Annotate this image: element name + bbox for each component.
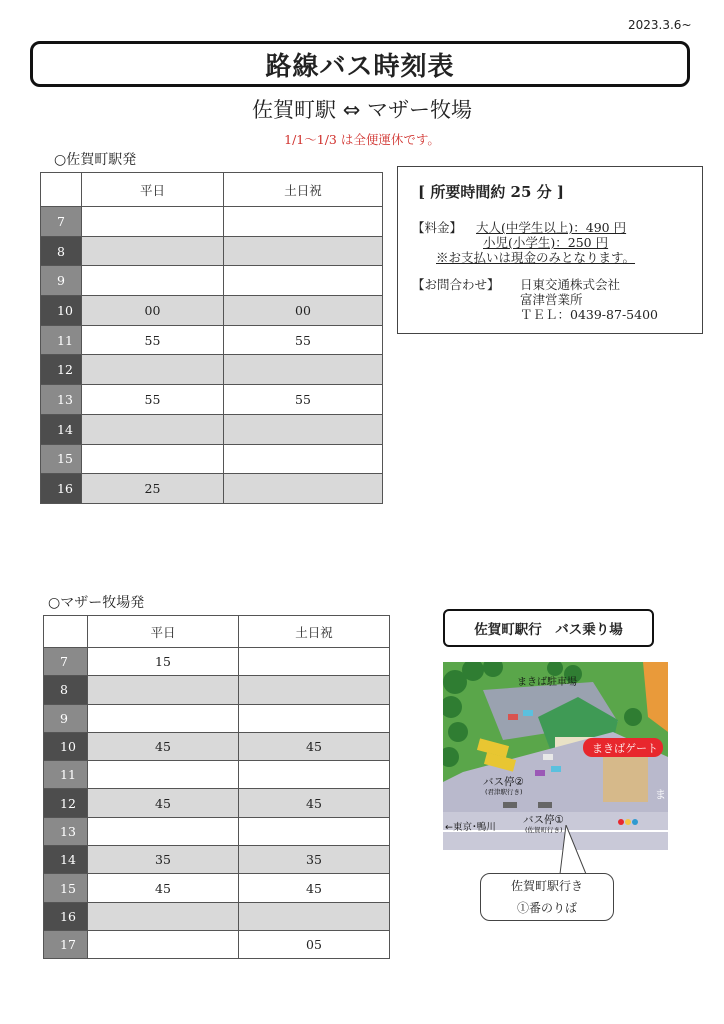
fare-child: 小児(小学生)：250 円 — [483, 235, 609, 250]
holiday-cell: 45 — [239, 732, 390, 760]
bus-stop-1-label: バス停① — [523, 814, 564, 826]
hour-cell: 15 — [41, 444, 82, 474]
weekday-cell: 55 — [82, 385, 224, 415]
hour-header — [41, 173, 82, 207]
hour-cell: 9 — [41, 266, 82, 296]
route-name: 佐賀町駅 ⇔ マザー牧場 — [252, 98, 472, 122]
gate-label: まきばゲート — [592, 742, 658, 755]
hour-cell: 14 — [44, 846, 88, 874]
road-direction-label: ←東京･鴨川 — [445, 822, 496, 833]
boarding-callout — [480, 873, 614, 921]
holiday-cell — [224, 236, 383, 266]
callout-line1: 佐賀町駅行き — [510, 879, 583, 893]
weekday-cell — [82, 236, 224, 266]
table-row — [41, 385, 383, 415]
contact-office: 富津営業所 — [520, 292, 583, 307]
weekday-cell: 45 — [88, 874, 239, 902]
holiday-cell — [239, 761, 390, 789]
holiday-cell — [239, 676, 390, 704]
weekday-cell — [88, 761, 239, 789]
weekday-cell — [82, 355, 224, 385]
weekday-cell: 25 — [82, 474, 224, 504]
hour-cell: 7 — [41, 207, 82, 237]
holiday-cell — [224, 474, 383, 504]
timetable-sagamachi — [40, 172, 383, 504]
weekday-cell — [88, 930, 239, 958]
title-box — [30, 41, 690, 87]
hour-cell: 11 — [44, 761, 88, 789]
table-row — [41, 474, 383, 504]
hour-header — [44, 616, 88, 648]
info-box — [397, 166, 703, 334]
holiday-cell: 55 — [224, 325, 383, 355]
hour-cell: 7 — [44, 648, 88, 676]
weekday-cell: 45 — [88, 732, 239, 760]
weekday-cell: 45 — [88, 789, 239, 817]
weekday-cell — [88, 676, 239, 704]
fare-adult: 大人(中学生以上)：490 円 — [476, 220, 627, 235]
table-row — [41, 444, 383, 474]
hour-cell: 13 — [41, 385, 82, 415]
weekday-header: 平日 — [82, 173, 224, 207]
table-row — [41, 236, 383, 266]
table-row — [41, 266, 383, 296]
table-row — [41, 325, 383, 355]
holiday-cell — [239, 817, 390, 845]
hour-cell: 14 — [41, 414, 82, 444]
weekday-cell — [82, 444, 224, 474]
table-row — [41, 414, 383, 444]
bus-stop-map — [443, 662, 668, 850]
table-row — [44, 789, 390, 817]
weekday-cell: 55 — [82, 325, 224, 355]
holiday-cell — [224, 355, 383, 385]
weekday-cell: 15 — [88, 648, 239, 676]
weekday-cell: 35 — [88, 846, 239, 874]
table-row — [41, 355, 383, 385]
table2-heading: ○マザー牧場発 — [48, 595, 145, 611]
holiday-cell — [239, 648, 390, 676]
hour-cell: 8 — [41, 236, 82, 266]
table-row — [44, 648, 390, 676]
holiday-notice: 1/1～1/3 は全便運休です。 — [284, 132, 440, 147]
duration-label: [ 所要時間約 25 分 ] — [418, 183, 564, 201]
page-title: 路線バス時刻表 — [265, 51, 455, 82]
hour-cell: 8 — [44, 676, 88, 704]
hour-cell: 12 — [44, 789, 88, 817]
holiday-cell: 55 — [224, 385, 383, 415]
holiday-cell: 00 — [224, 296, 383, 326]
revision-date: 2023.3.6~ — [628, 18, 692, 32]
bus-stop-1-sub: (佐賀町行き) — [525, 826, 563, 834]
hour-cell: 10 — [44, 732, 88, 760]
holiday-header: 土日祝 — [224, 173, 383, 207]
parking-label: まきば駐車場 — [517, 677, 577, 688]
fare-label: 【料金】 — [412, 220, 463, 235]
table-row — [44, 846, 390, 874]
weekday-cell — [82, 414, 224, 444]
weekday-cell: 00 — [82, 296, 224, 326]
hour-cell: 9 — [44, 704, 88, 732]
weekday-cell — [82, 266, 224, 296]
hour-cell: 13 — [44, 817, 88, 845]
table-row — [44, 817, 390, 845]
weekday-cell — [82, 207, 224, 237]
hour-cell: 17 — [44, 930, 88, 958]
weekday-cell — [88, 704, 239, 732]
table-row — [44, 874, 390, 902]
holiday-cell: 45 — [239, 874, 390, 902]
timetable-mother-farm — [43, 615, 390, 959]
table-row — [44, 704, 390, 732]
callout-line2: ①番のりば — [516, 901, 577, 915]
fare-note: ※お支払いは現金のみとなります。 — [436, 250, 636, 265]
holiday-header: 土日祝 — [239, 616, 390, 648]
weekday-cell — [88, 902, 239, 930]
table-row — [41, 296, 383, 326]
holiday-cell — [239, 902, 390, 930]
hour-cell: 15 — [44, 874, 88, 902]
holiday-cell: 05 — [239, 930, 390, 958]
bus-stop-2-sub: (君津駅行き) — [485, 788, 523, 796]
holiday-cell — [224, 207, 383, 237]
contact-label: 【お問合わせ】 — [412, 277, 500, 292]
map-title: 佐賀町駅行 バス乗り場 — [443, 609, 654, 647]
table-row — [44, 676, 390, 704]
hour-cell: 11 — [41, 325, 82, 355]
table-row — [44, 930, 390, 958]
hour-cell: 16 — [44, 902, 88, 930]
holiday-cell: 35 — [239, 846, 390, 874]
hour-cell: 16 — [41, 474, 82, 504]
holiday-cell — [239, 704, 390, 732]
hour-cell: 10 — [41, 296, 82, 326]
contact-tel: ＴＥＬ：0439-87-5400 — [520, 307, 658, 322]
table1-heading: ○佐賀町駅発 — [54, 152, 137, 168]
weekday-cell — [88, 817, 239, 845]
bus-stop-2-label: バス停② — [483, 776, 524, 788]
table-row — [44, 902, 390, 930]
table-row — [41, 207, 383, 237]
hour-cell: 12 — [41, 355, 82, 385]
table-row — [44, 761, 390, 789]
callout-pointer — [550, 825, 610, 875]
weekday-header: 平日 — [88, 616, 239, 648]
holiday-cell — [224, 444, 383, 474]
holiday-cell — [224, 266, 383, 296]
holiday-cell: 45 — [239, 789, 390, 817]
contact-company: 日東交通株式会社 — [520, 277, 621, 292]
holiday-cell — [224, 414, 383, 444]
edge-sign-label: ま — [655, 788, 666, 801]
table-row — [44, 732, 390, 760]
